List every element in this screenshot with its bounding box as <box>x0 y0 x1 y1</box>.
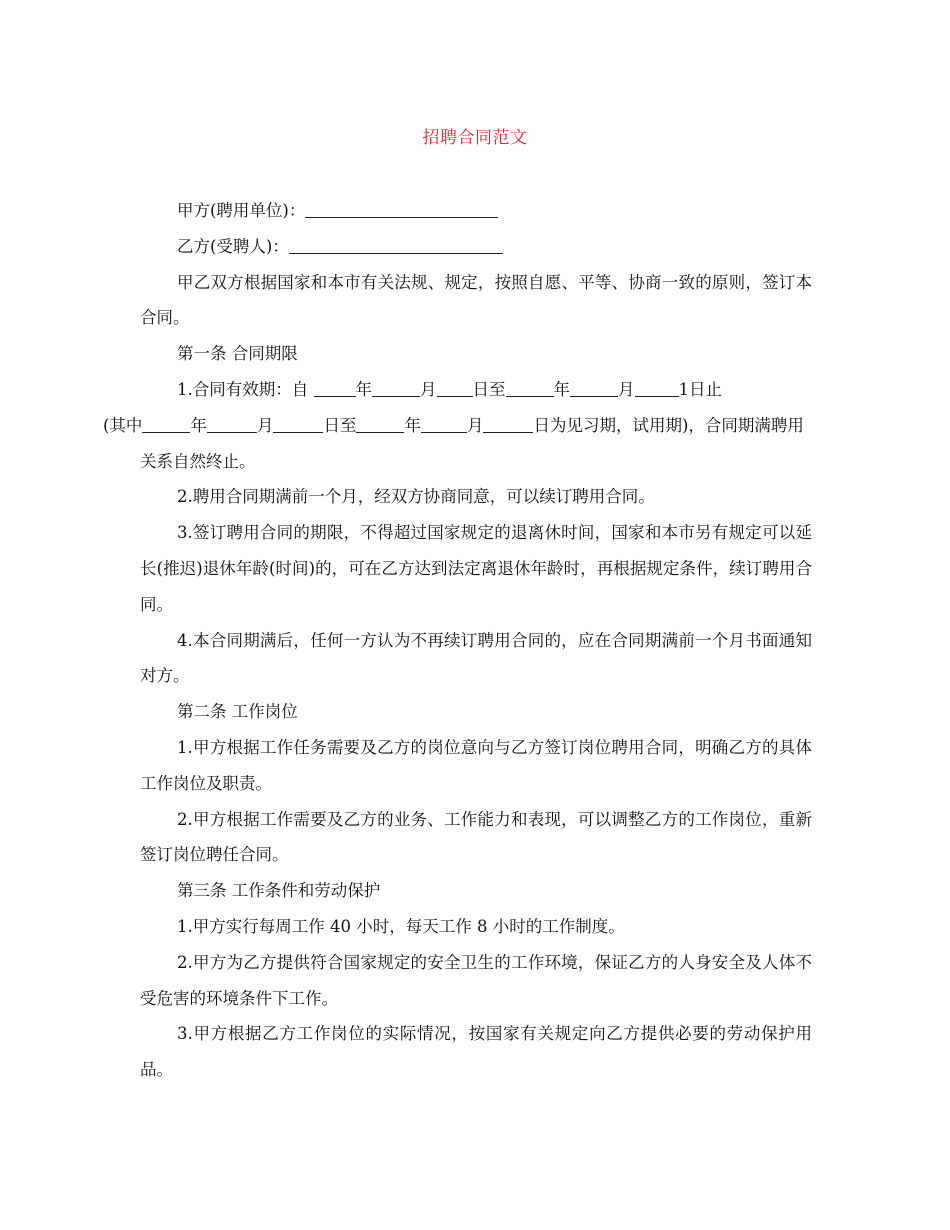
article2-item2: 2.甲方根据工作需要及乙方的业务、工作能力和表现，可以调整乙方的工作岗位，重新签订岗位聘任合同。 <box>140 809 812 865</box>
preamble-paragraph: 甲乙双方根据国家和本市有关法规、规定，按照自愿、平等、协商一致的原则，签订本合同。 <box>140 272 812 328</box>
probation-start-year-blank[interactable] <box>142 414 190 433</box>
start-day-blank[interactable] <box>437 378 473 397</box>
end-year-blank[interactable] <box>506 378 554 397</box>
article1-item2: 2.聘用合同期满前一个月，经双方协商同意，可以续订聘用合同。 <box>177 487 655 507</box>
document-body <box>103 193 812 1088</box>
party-b-label: 乙方(受聘人)： <box>177 236 289 256</box>
article1-item1: 1.合同有效期：自 年 月 日至 年 月 1日止 (其中 年 月 日至 年 月 日为见习期，试用期)，合同期满聘用关系自然终止。 <box>103 379 804 471</box>
probation-end-day-blank[interactable] <box>483 414 533 433</box>
start-year-blank[interactable] <box>314 378 356 397</box>
article2-item1: 1.甲方根据工作任务需要及乙方的岗位意向与乙方签订岗位聘用合同，明确乙方的具体工作岗位及职责。 <box>140 737 812 793</box>
article1-item3: 3.签订聘用合同的期限，不得超过国家规定的退离休时间，国家和本市另有规定可以延长(推迟)退休年龄(时间)的，可在乙方达到法定离退休年龄时，再根据规定条件，续订聘用合同。 <box>140 523 812 614</box>
probation-start-day-blank[interactable] <box>273 414 323 433</box>
party-a-line <box>140 193 812 229</box>
article3-heading: 第三条 工作条件和劳动保护 <box>177 881 381 901</box>
party-b-blank[interactable] <box>289 235 503 254</box>
end-day-blank[interactable] <box>635 378 679 397</box>
article2-heading: 第二条 工作岗位 <box>177 702 298 722</box>
article1-heading: 第一条 合同期限 <box>177 344 298 364</box>
article3-item2: 2.甲方为乙方提供符合国家规定的安全卫生的工作环境，保证乙方的人身安全及人体不受危害的环境条件下工作。 <box>140 952 812 1008</box>
probation-end-year-blank[interactable] <box>356 414 404 433</box>
probation-start-month-blank[interactable] <box>207 414 257 433</box>
article3-item1: 1.甲方实行每周工作 40 小时，每天工作 8 小时的工作制度。 <box>177 916 625 936</box>
party-a-label: 甲方(聘用单位)： <box>177 201 306 220</box>
party-a-blank[interactable] <box>305 199 498 218</box>
article3-item3: 3.甲方根据乙方工作岗位的实际情况，按国家有关规定向乙方提供必要的劳动保护用品。 <box>140 1024 812 1080</box>
probation-end-month-blank[interactable] <box>421 414 467 433</box>
document-title: 招聘合同范文 <box>422 128 528 148</box>
party-b-line <box>140 229 812 265</box>
end-month-blank[interactable] <box>570 378 618 397</box>
article1-item4: 4.本合同期满后，任何一方认为不再续订聘用合同的，应在合同期满前一个月书面通知对方。 <box>140 630 812 686</box>
start-month-blank[interactable] <box>372 378 420 397</box>
